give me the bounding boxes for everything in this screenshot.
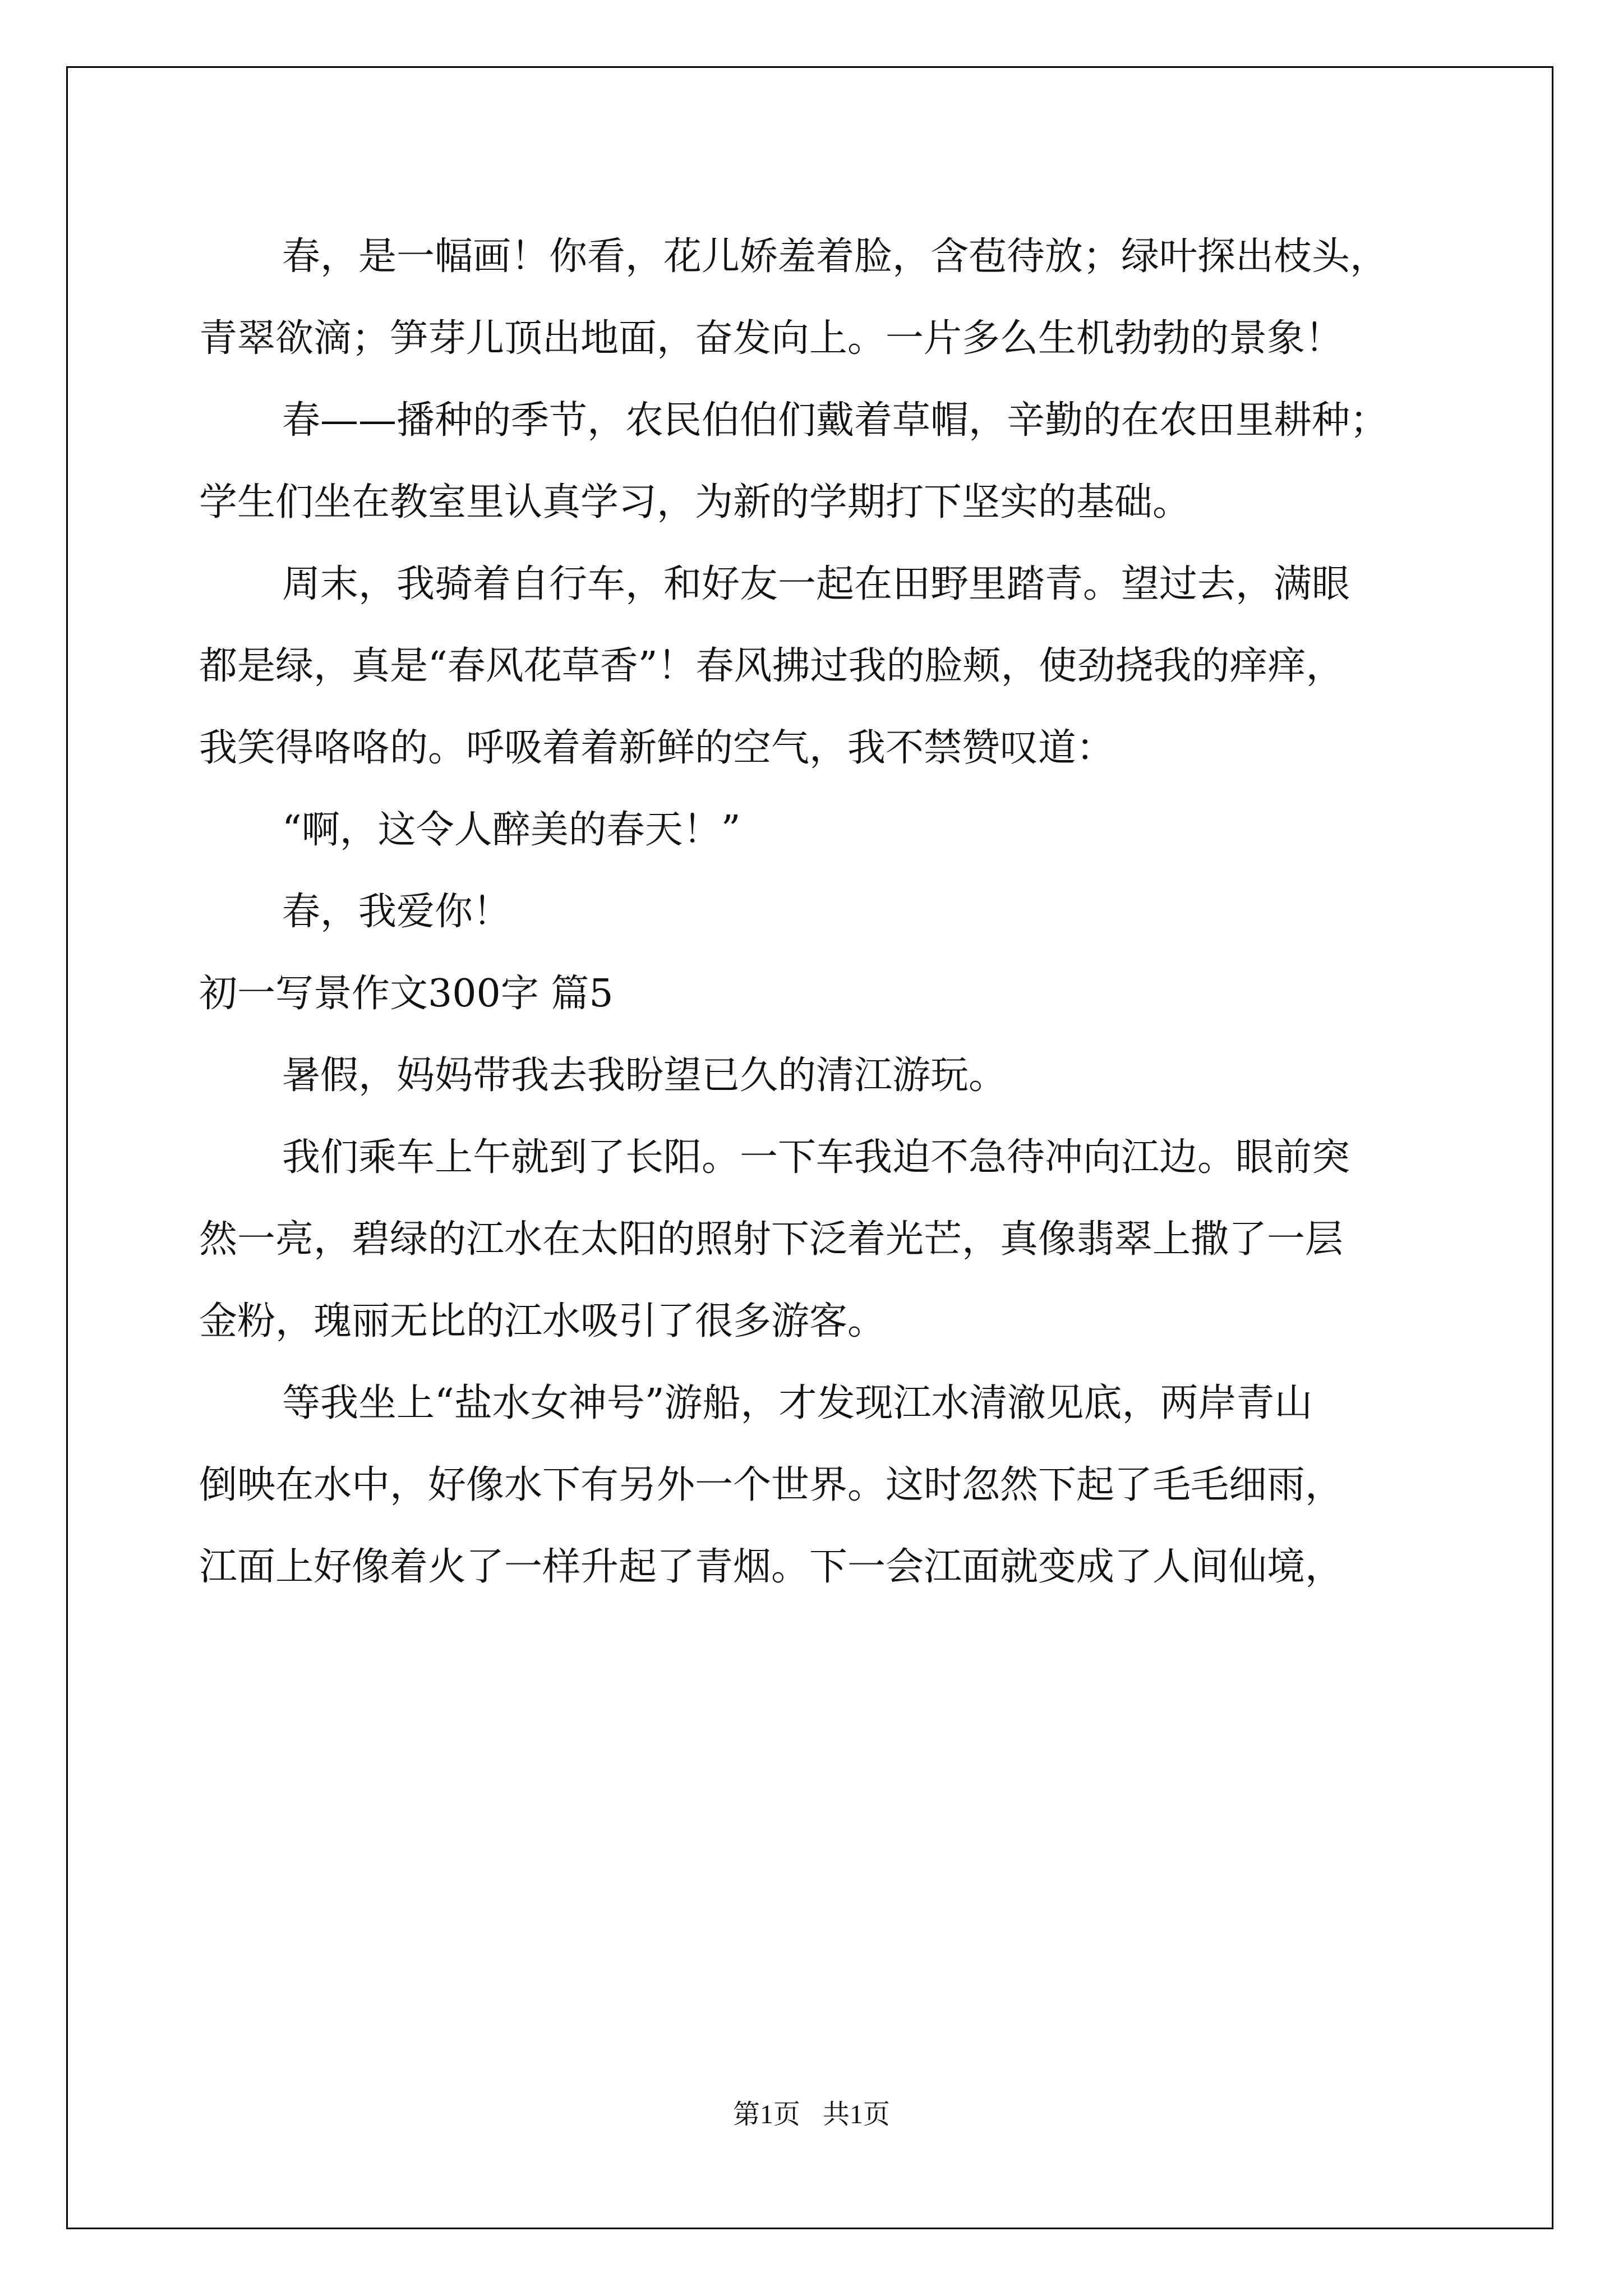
paragraph-line: 金粉，瑰丽无比的江水吸引了很多游客。	[199, 1299, 886, 1343]
paragraph-line: “啊，这令人醉美的春天！”	[282, 808, 741, 852]
page-number: 第1页	[732, 2100, 800, 2129]
paragraph-2	[199, 380, 1433, 544]
page-total: 共1页	[823, 2100, 891, 2129]
document-body	[199, 216, 1433, 1608]
paragraph-6	[199, 1035, 1433, 1117]
paragraph-line: 学生们坐在教室里认真学习，为新的学期打下坚实的基础。	[199, 480, 1191, 524]
paragraph-line: 春，是一幅画！你看，花儿娇羞着脸，含苞待放；绿叶探出枝头，	[282, 234, 1389, 279]
paragraph-line: 江面上好像着火了一样升起了青烟。下一会江面就变成了人间仙境，	[199, 1545, 1344, 1589]
paragraph-line: 我们乘车上午就到了长阳。一下车我迫不急待冲向江边。眼前突	[282, 1135, 1350, 1180]
paragraph-line: 暑假，妈妈带我去我盼望已久的清江游玩。	[282, 1053, 1007, 1098]
paragraph-line: 倒映在水中，好像水下有另外一个世界。这时忽然下起了毛毛细雨，	[199, 1463, 1344, 1507]
paragraph-line: 春——播种的季节，农民伯伯们戴着草帽，辛勤的在农田里耕种；	[282, 398, 1389, 443]
paragraph-line: 然一亮，碧绿的江水在太阳的照射下泛着光芒，真像翡翠上撒了一层	[199, 1217, 1344, 1262]
paragraph-line: 我笑得咯咯的。呼吸着着新鲜的空气，我不禁赞叹道：	[199, 726, 1115, 770]
section-heading	[199, 953, 1433, 1035]
paragraph-4	[199, 789, 1433, 871]
paragraph-line: 等我坐上“盐水女神号”游船，才发现江水清澈见底，两岸青山	[282, 1381, 1313, 1425]
paragraph-line: 周末，我骑着自行车，和好友一起在田野里踏青。望过去，满眼	[282, 562, 1350, 606]
paragraph-line: 都是绿，真是“春风花草香”！春风拂过我的脸颊，使劲挠我的痒痒，	[199, 644, 1344, 688]
paragraph-7	[199, 1117, 1433, 1363]
heading-text: 初一写景作文300字 篇5	[199, 972, 614, 1016]
paragraph-1	[199, 216, 1433, 380]
paragraph-5	[199, 871, 1433, 953]
paragraph-line: 青翠欲滴；笋芽儿顶出地面，奋发向上。一片多么生机勃勃的景象！	[199, 316, 1344, 361]
page-footer	[0, 2092, 1623, 2131]
paragraph-3	[199, 544, 1433, 789]
paragraph-8	[199, 1363, 1433, 1608]
paragraph-line: 春，我爱你！	[282, 890, 511, 934]
